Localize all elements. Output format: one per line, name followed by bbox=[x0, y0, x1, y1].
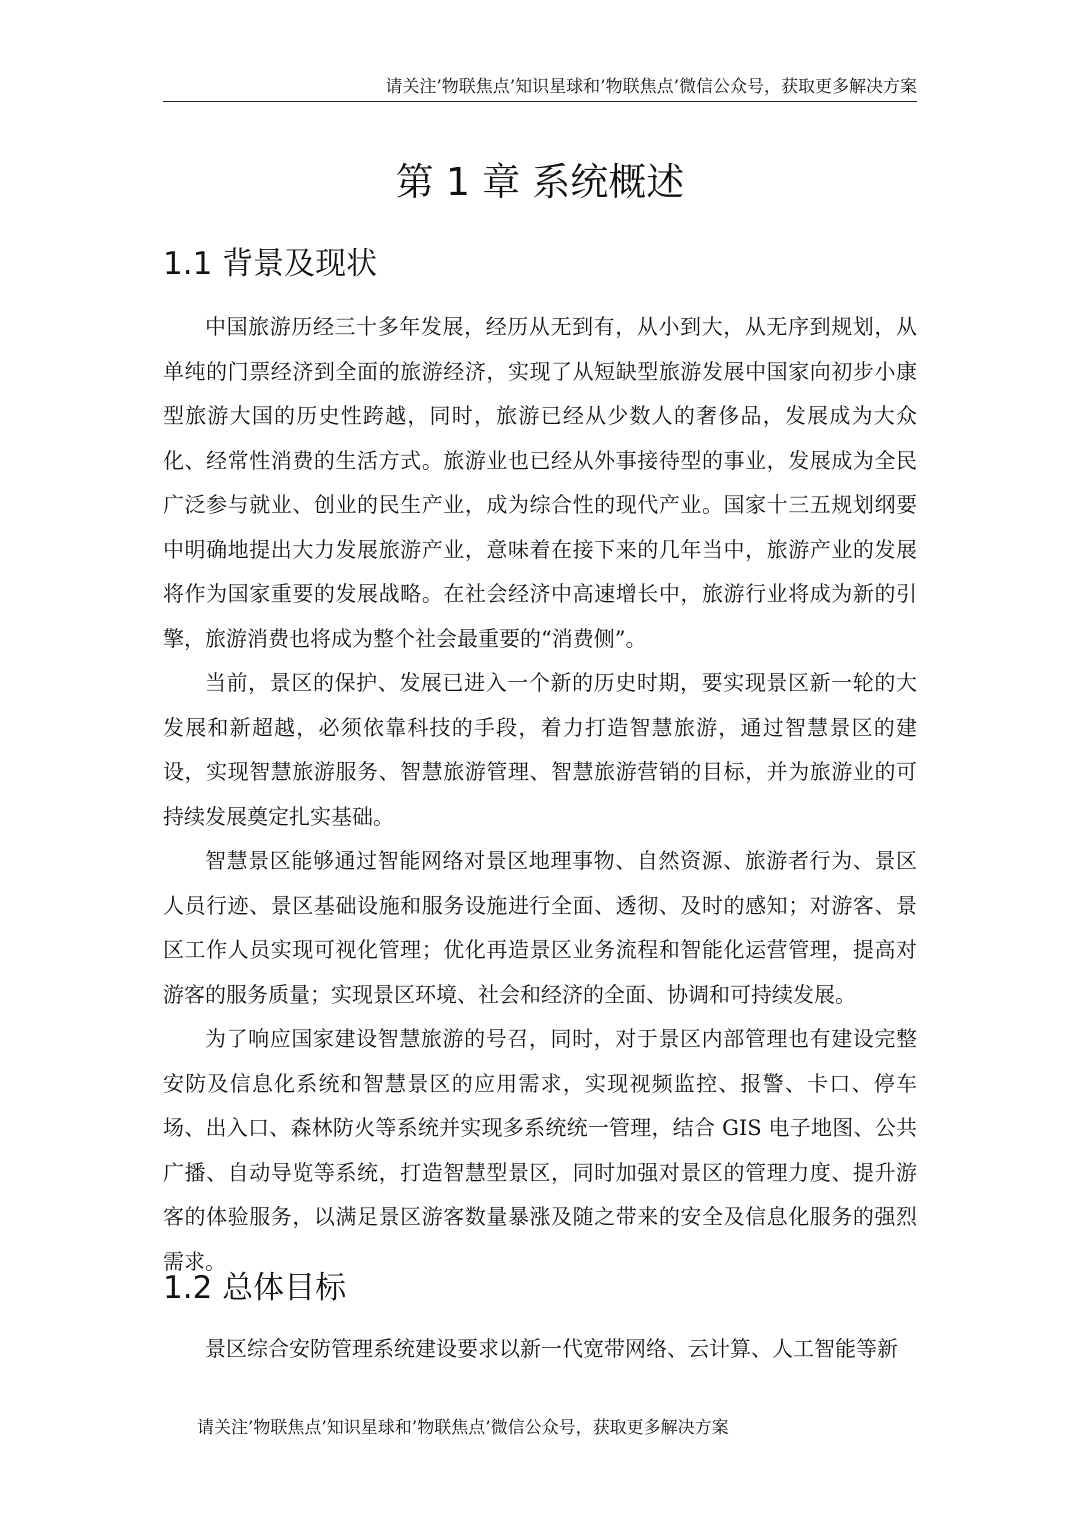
paragraph: 中国旅游历经三十多年发展，经历从无到有，从小到大，从无序到规划，从单纯的门票经济到全面的旅游经济，实现了从短缺型旅游发展中国家向初步小康型旅游大国的历史性跨越，同时，旅游已经从少数人的奢侈品，发展成为大众化、经常性消费的生活方式。旅游业也已经从外事接待型的事业，发展成为全民广泛参与就业、创业的民生产业，成为综合性的现代产业。国家十三五规划纲要中明确地提出大力发展旅游产业，意味着在接下来的几年当中，旅游产业的发展将作为国家重要的发展战略。在社会经济中高速增长中，旅游行业将成为新的引擎，旅游消费也将成为整个社会最重要的“消费侧”。 bbox=[163, 315, 917, 651]
section-1-2-body bbox=[163, 1327, 917, 1372]
paragraph: 为了响应国家建设智慧旅游的号召，同时，对于景区内部管理也有建设完整安防及信息化系统和智慧景区的应用需求，实现视频监控、报警、卡口、停车场、出入口、森林防火等系统并实现多系统统一管理，结合 GIS 电子地图、公共广播、自动导览等系统，打造智慧型景区，同时加强对景区的管理力度、提升游客的体验服务，以满足景区游客数量暴涨及随之带来的安全及信息化服务的强烈需求。 bbox=[163, 1027, 917, 1274]
header-divider bbox=[163, 101, 917, 102]
page-header-text: 请关注’物联焦点’知识星球和’物联焦点’微信公众号，获取更多解决方案 bbox=[385, 77, 917, 97]
paragraph: 景区综合安防管理系统建设要求以新一代宽带网络、云计算、人工智能等新 bbox=[205, 1337, 898, 1361]
section-title-1-1: 1.1 背景及现状 bbox=[163, 246, 378, 282]
section-title-1-2: 1.2 总体目标 bbox=[163, 1270, 347, 1306]
section-1-1-body bbox=[163, 305, 917, 1284]
paragraph: 智慧景区能够通过智能网络对景区地理事物、自然资源、旅游者行为、景区人员行迹、景区基础设施和服务设施进行全面、透彻、及时的感知；对游客、景区工作人员实现可视化管理；优化再造景区业务流程和智能化运营管理，提高对游客的服务质量；实现景区环境、社会和经济的全面、协调和可持续发展。 bbox=[163, 849, 917, 1007]
paragraph: 当前，景区的保护、发展已进入一个新的历史时期，要实现景区新一轮的大发展和新超越，必须依靠科技的手段，着力打造智慧旅游，通过智慧景区的建设，实现智慧旅游服务、智慧旅游管理、智慧旅游营销的目标，并为旅游业的可持续发展奠定扎实基础。 bbox=[163, 671, 917, 829]
chapter-title: 第 1 章 系统概述 bbox=[395, 160, 685, 204]
page-footer-text: 请关注’物联焦点’知识星球和’物联焦点’微信公众号，获取更多解决方案 bbox=[197, 1418, 729, 1438]
